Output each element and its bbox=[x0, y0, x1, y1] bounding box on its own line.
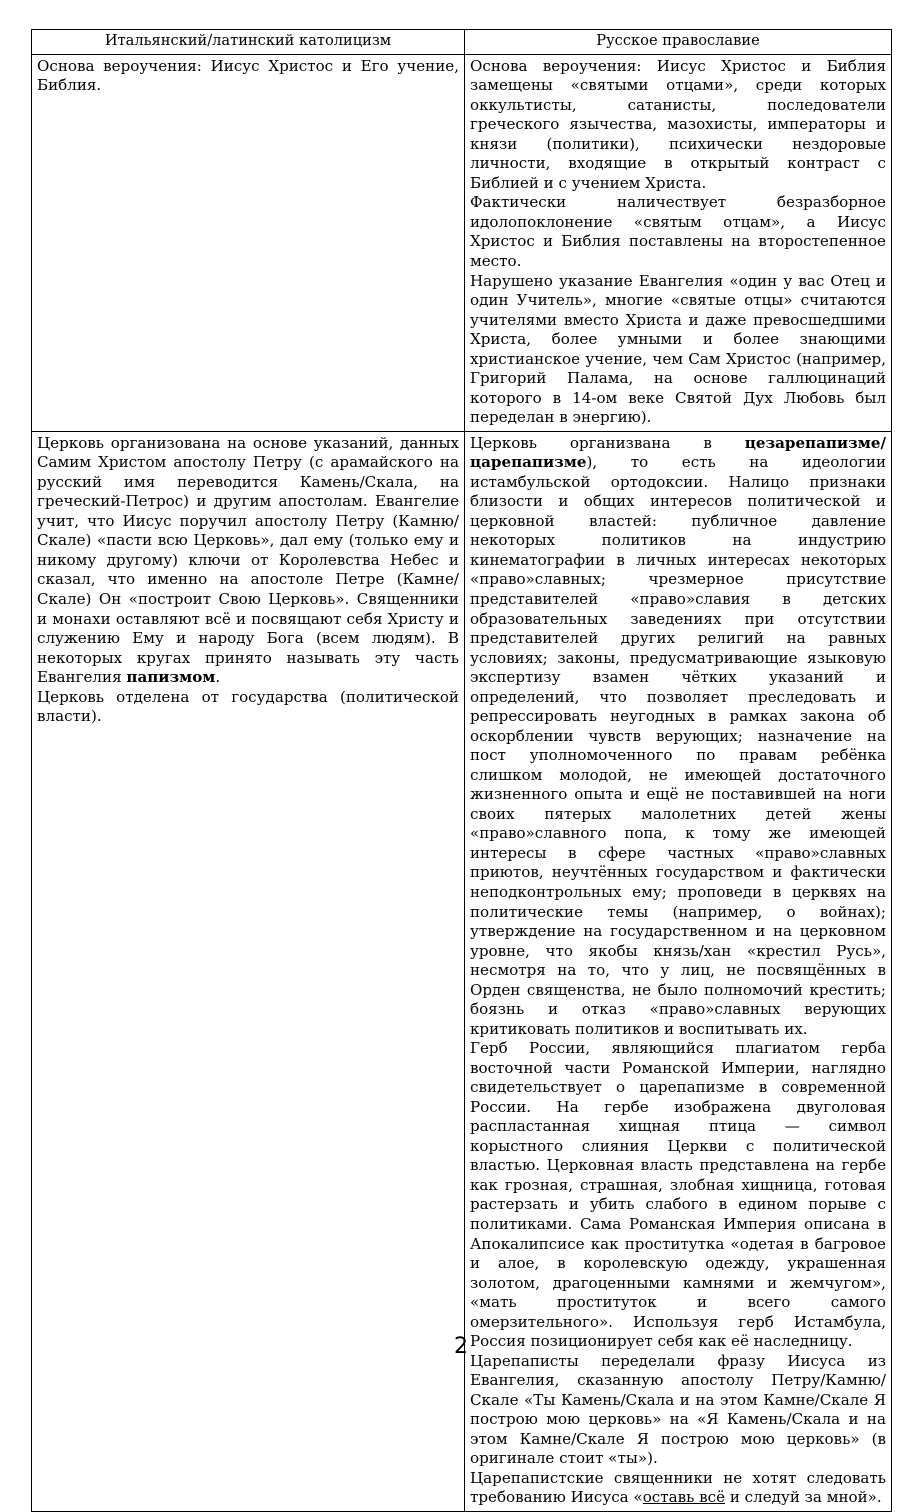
paragraph: Нарушено указание Евангелия «один у вас Отец и один Учитель», многие «святые отцы» считаются учителями вместо Христа и даже превосшедшими Христа, более умными и более знающими христианское учение, чем Сам Христос (например, Григорий Палама, на основе галлюцинаций которого в 14-ом веке Святой Дух Любовь был переделан в энергию). bbox=[470, 271, 886, 427]
paragraph bbox=[37, 434, 459, 688]
paragraph bbox=[470, 1469, 886, 1508]
paragraph bbox=[470, 434, 886, 1039]
cell-orthodoxy-doctrine-basis bbox=[465, 54, 892, 431]
page-number: 2 bbox=[454, 1334, 468, 1359]
paragraph: Церковь отделена от государства (политической власти). bbox=[37, 687, 459, 726]
text-segment: и следуй за мной». bbox=[725, 1488, 882, 1507]
cell-catholicism-doctrine-basis bbox=[32, 54, 465, 431]
table-row bbox=[32, 54, 892, 431]
text-segment: . bbox=[215, 668, 221, 687]
bold-term-caesaropapism: цезарепапизме/царепапизме bbox=[470, 433, 886, 472]
underlined-phrase-leave-everything: оставь всё bbox=[642, 1488, 726, 1507]
table-header-row bbox=[32, 30, 892, 55]
comparison-table bbox=[31, 29, 892, 1512]
column-header-orthodoxy: Русское православие bbox=[465, 30, 892, 55]
paragraph: Основа вероучения: Иисус Христос и Его учение, Библия. bbox=[37, 56, 459, 95]
paragraph: Герб России, являющийся плагиатом герба восточной части Романской Империи, наглядно свидетельствует о царепапизме в современной России. На гербе изображена двуголовая распластанная хищная птица — символ корыстного слияния Церкви с политической властью. Церковная власть представлена на гербе как грозная, страшная, злобная хищница, готовая растерзать и убить слабого в едином порыве с политиками. Сама Романская Империя описана в Апокалипсисе как проститутка «одетая в багровое и алое, в королевскую одежду, украшенная золотом, драгоценными камнями и жемчугом», «мать проституток и всего самого омерзительного». Используя герб Истамбула, Россия позиционирует себя как её наследницу. bbox=[470, 1039, 886, 1351]
paragraph: Фактически наличествует безразборное идолопоклонение «святым отцам», а Иисус Христос и Библия поставлены на второстепенное место. bbox=[470, 193, 886, 270]
bold-term-papizm: папизмом bbox=[126, 668, 216, 687]
paragraph: Царепаписты переделали фразу Иисуса из Евангелия, сказанную апостолу Петру/Камню/Скале «Ты Камень/Скала и на этом Камне/Скале Я построю мою церковь» на «Я Камень/Скала и на этом Камне/Скале Я построю мою церковь» (в оригинале стоит «ты»). bbox=[470, 1351, 886, 1468]
text-segment: Царепапистские священники не хотят следовать требованию Иисуса « bbox=[470, 1468, 886, 1507]
text-segment: Церковь организована на основе указаний, данных Самим Христом апостолу Петру (с арамайского на русский имя переводится Камень/Скала, на греческий-Петрос) и другим апостолам. Евангелие учит, что Иисус поручил апостолу Петру (Камню/Скале) «пасти всю Церковь», дал ему (только ему и никому другому) ключи от Королевства Небес и сказал, что именно на апостоле Петре (Камне/Скале) Он «построит Свою Церковь». Священники и монахи оставляют всё и посвящают себя Христу и служению Ему и народу Бога (всем людям). В некоторых кругах принято называть эту часть Евангелия bbox=[37, 433, 459, 687]
column-header-catholicism: Итальянский/латинский католицизм bbox=[32, 30, 465, 55]
text-segment: Церковь организвана в bbox=[470, 433, 745, 452]
paragraph: Основа вероучения: Иисус Христос и Библия замещены «святыми отцами», среди которых оккультисты, сатанисты, последователи греческого язычества, мазохисты, императоры и князи (политики), психически нездоровые личности, входящие в открытый контраст с Библией и с учением Христа. bbox=[470, 56, 886, 192]
text-segment: ), то есть на идеологии истамбульской ортодоксии. Налицо признаки близости и общих интересов политической и церковной властей: публичное давление некоторых политиков на индустрию кинематографии в личных интересах некоторых «право»славных; чрезмерное присутствие представителей «право»славия в детских образовательных заведениях при отсутствии представителей других религий на равных условиях; законы, предусматривающие языковую экспертизу взамен чётких указаний и определений, что позволяет преследовать и репрессировать неугодных в рамках закона об оскорблении чувств верующих; назначение на пост уполномоченного по правам ребёнка слишком молодой, не имеющей достаточного жизненного опыта и ещё не поставившей на ноги своих пятерых малолетних детей жены «право»славного попа, к тому же имеющей интересы в сфере частных «право»славных приютов, неучтённых государством и фактически неподконтрольных ему; проповеди в церквях на политические темы (например, о войнах); утверждение на государственном и на церковном уровне, что якобы князь/хан «крестил Русь», несмотря на то, что у лиц, не посвящённых в Орден священства, не было полномочий крестить; боязнь и отказ «право»славных верующих критиковать политиков и воспитывать их. bbox=[470, 453, 886, 1038]
